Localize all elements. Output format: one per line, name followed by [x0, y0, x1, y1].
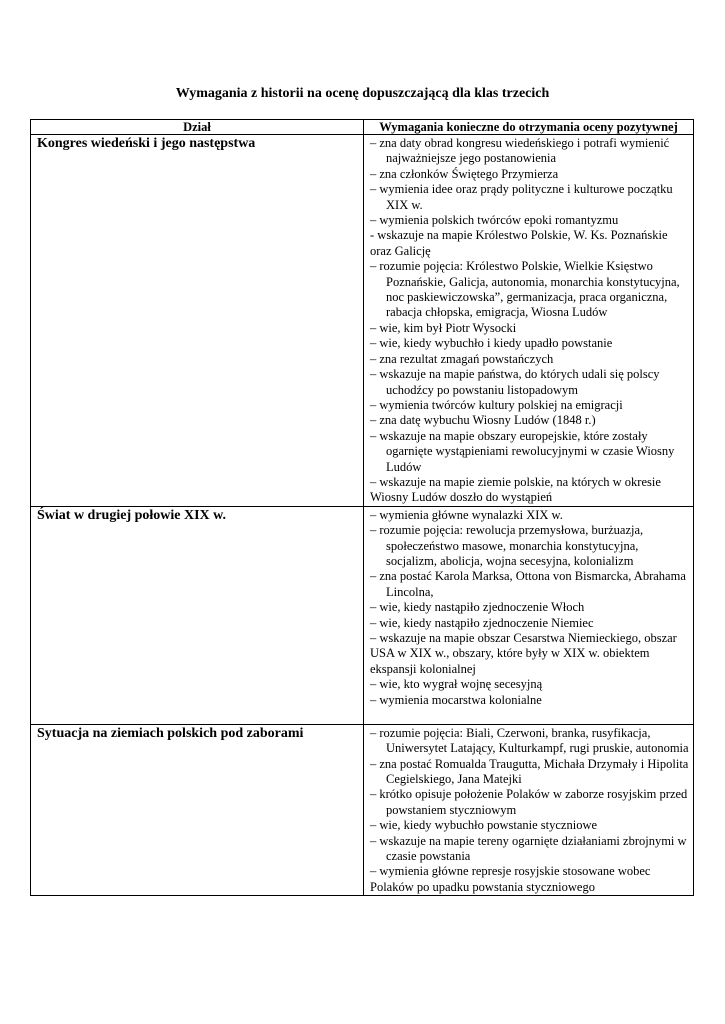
list-item: - wskazuje na mapie Królestwo Polskie, W. Ks. Poznańskie oraz Galicję [370, 228, 668, 258]
list-item: – zna członków Świętego Przymierza [370, 166, 559, 181]
section-name: Sytuacja na ziemiach polskich pod zaborami [31, 724, 364, 895]
list-item: – rozumie pojęcia: Biali, Czerwoni, branka, rusyfikacja, Uniwersytet Latający, Kulturkampf, rugi pruskie, autonomia [370, 725, 689, 756]
list-item: – wskazuje na mapie tereny ogarnięte działaniami zbrojnymi w czasie powstania [370, 833, 687, 863]
list-item: – wymienia główne wynalazki XIX w. [370, 507, 563, 522]
list-item: – wskazuje na mapie obszary europejskie, które zostały ogarnięte wystąpieniami rewolucyjnymi w czasie Wiosny Ludów [370, 428, 675, 474]
list-item: – wskazuje na mapie państwa, do których udali się polscy uchodźcy po powstaniu listopadowym [370, 367, 660, 397]
table-row [31, 724, 694, 895]
requirements-table [30, 119, 694, 896]
list-item: – zna rezultat zmagań powstańczych [370, 351, 554, 366]
list-item: – wymienia mocarstwa kolonialne [370, 692, 542, 707]
table-row [31, 135, 694, 507]
section-name: Świat w drugiej połowie XIX w. [31, 506, 364, 724]
document-title: Wymagania z historii na ocenę dopuszczającą dla klas trzecich [175, 86, 550, 101]
list-item: – krótko opisuje położenie Polaków w zaborze rosyjskim przed powstaniem styczniowym [370, 787, 688, 817]
list-item: – zna datę wybuchu Wiosny Ludów (1848 r.) [370, 413, 596, 428]
list-item: – wie, kim był Piotr Wysocki [370, 320, 517, 335]
header-wymagania: Wymagania konieczne do otrzymania oceny pozytywnej [364, 120, 694, 135]
list-item: – wymienia główne represje rosyjskie stosowane wobec Polaków po upadku powstania styczniowego [370, 864, 651, 894]
table-header-row [31, 120, 694, 135]
list-item: – wie, kiedy wybuchło powstanie styczniowe [370, 818, 598, 833]
list-item: – wymienia idee oraz prądy polityczne i kulturowe początku XIX w. [370, 182, 673, 212]
table-row [31, 506, 694, 724]
list-item: – zna daty obrad kongresu wiedeńskiego i potrafi wymienić najważniejsze jego postanowienia [370, 136, 670, 166]
requirements-list [364, 724, 694, 895]
list-item: – rozumie pojęcia: Królestwo Polskie, Wielkie Księstwo Poznańskie, Galicja, autonomia, monarchia konstytucyjna, noc paskiewiczowska”, germanizacja, praca organiczna, rabacja chłopska, emigracja, Wiosna Ludów [370, 259, 680, 320]
section-name: Kongres wiedeński i jego następstwa [31, 135, 364, 507]
list-item: – rozumie pojęcia: rewolucja przemysłowa, burżuazja, społeczeństwo masowe, monarchia konstytucyjna, socjalizm, abolicja, wojna secesyjna, kolonializm [370, 523, 644, 568]
list-item: – wskazuje na mapie obszar Cesarstwa Niemieckiego, obszar USA w XIX w., obszary, które były w XIX w. obiektem ekspansji kolonialnej [370, 631, 677, 676]
list-item: – wie, kiedy nastąpiło zjednoczenie Niemiec [370, 615, 594, 630]
list-item: – zna postać Karola Marksa, Ottona von Bismarcka, Abrahama Lincolna, [370, 569, 686, 599]
list-item: – wie, kiedy wybuchło i kiedy upadło powstanie [370, 336, 613, 351]
list-item: – zna postać Romualda Traugutta, Michała Drzymały i Hipolita Cegielskiego, Jana Matejki [370, 756, 689, 786]
requirements-list [364, 506, 694, 724]
requirements-list [364, 135, 694, 507]
list-item: – wymienia twórców kultury polskiej na emigracji [370, 397, 623, 412]
list-item: – wymienia polskich twórców epoki romantyzmu [370, 213, 619, 228]
list-item: – wskazuje na mapie ziemie polskie, na których w okresie Wiosny Ludów doszło do wystąpień [370, 474, 661, 505]
list-item: – wie, kiedy nastąpiło zjednoczenie Włoch [370, 600, 585, 615]
list-item: – wie, kto wygrał wojnę secesyjną [370, 677, 543, 692]
header-dzial: Dział [31, 120, 364, 135]
